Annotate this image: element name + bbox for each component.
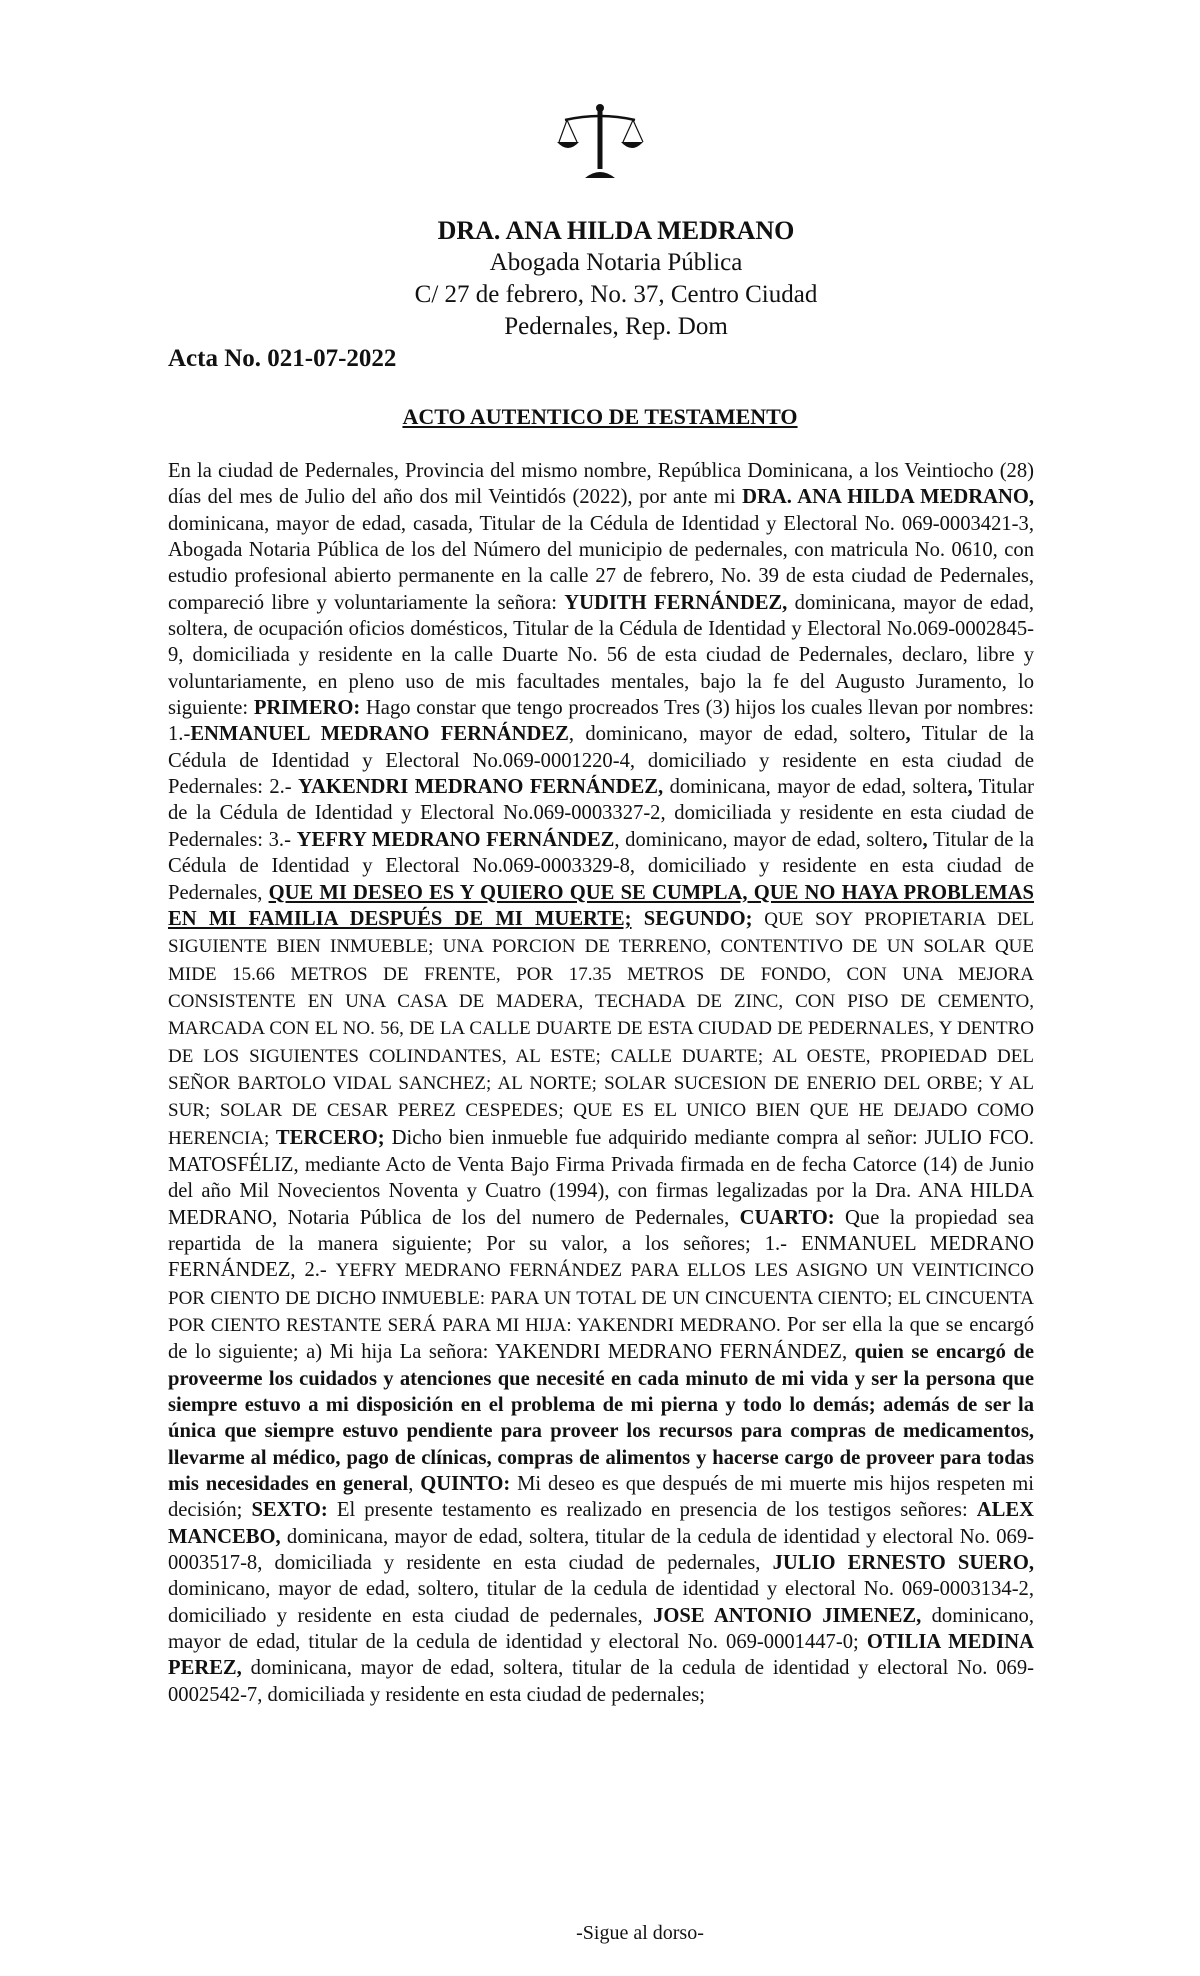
witness-name: OTILIA MEDINA PEREZ,: [168, 1631, 1034, 1680]
body-text: En la ciudad de Pedernales, Provincia del mismo nombre, República Dominicana, a los Veintiocho (28) días del mes de Julio del año dos mil Veintidós (2022), por ante mi: [168, 460, 1034, 509]
body-text: dominicana, mayor de edad, soltera: [663, 776, 968, 799]
bold-text: YAKENDRI MEDRANO FERNÁNDEZ,: [298, 776, 664, 799]
caps-text: QUE SOY PROPIETARIA DEL SIGUIENTE BIEN INMUEBLE; UNA PORCION DE TERRENO, CONTENTIVO DE UN SOLAR QUE MIDE 15.66 METROS DE FRENTE, POR 17.35 METROS DE FONDO, CON UNA MEJORA CONSISTENTE EN UNA CASA DE MADERA, TECHADA DE ZINC, CON PISO DE CEMENTO, MARCADA CON EL NO. 56, DE LA CALLE DUARTE DE ESTA CIUDAD DE PEDERNALES, Y DENTRO DE LOS SIGUIENTES COLINDANTES, AL ESTE; CALLE DUARTE; AL OESTE, PROPIEDAD DEL SEÑOR BARTOLO VIDAL SANCHEZ; AL NORTE; SOLAR SUCESION DE ENERIO DEL ORBE; Y AL SUR; SOLAR DE CESAR PEREZ CESPEDES; QUE ES EL UNICO BIEN QUE HE DEJADO COMO HERENCIA;: [168, 908, 1034, 1149]
notary-title: Abogada Notaria Pública: [489, 249, 743, 276]
clause-label: SEGUNDO;: [643, 907, 753, 930]
body-text: dominicano, mayor de edad, titular de la cedula de identidad y electoral No. 069-0001447-0;: [168, 1604, 1034, 1654]
clause-label: QUINTO:: [420, 1473, 511, 1496]
underlined-wish: QUE MI DESEO ES Y QUIERO QUE SE CUMPLA, QUE NO HAYA PROBLEMAS EN MI FAMILIA DESPUÉS DE MI MUERTE;: [168, 881, 1035, 930]
testament-paragraph: [168, 458, 1034, 1708]
notary-name: DRA. ANA HILDA MEDRANO: [437, 216, 795, 245]
body-text: , dominicano, mayor de edad, soltero: [614, 828, 923, 851]
witness-name: ALEX MANCEBO,: [168, 1499, 1034, 1548]
bold-text: ENMANUEL MEDRANO FERNÁNDEZ: [190, 723, 569, 746]
body-text: dominicana, mayor de edad, soltera, titular de la cedula de identidad y electoral No. 069-0003517-8, domiciliada y residente en esta ciudad de pedernales,: [168, 1525, 1034, 1575]
body-text: dominicana, mayor de edad, soltera, de ocupación oficios domésticos, Titular de la Cédula de Identidad y Electoral No.069-0002845-9, domiciliada y residente en la calle Duarte No. 56 de esta ciudad de Pedernales, declaro, libre y voluntariamente, en pleno uso de mis facultades mentales, bajo la fe del Augusto Juramento, lo siguiente:: [168, 591, 1034, 720]
body-text: Que la propiedad sea repartida de la manera siguiente; Por su valor, a los señores; 1.- ENMANUEL MEDRANO FERNÁNDEZ, 2.-: [168, 1206, 1035, 1282]
bold-text: quien se encargó de proveerme los cuidados y atenciones que necesité en cada minuto de mi vida y ser la persona que siempre estuvo a mi disposición en el problema de mi pierna y todo lo demás; además de ser la única que siempre estuvo pendiente para proveer los recursos para compras de medicamentos, llevarme al médico, pago de clínicas, compras de alimentos y hacerse cargo de proveer para todas mis necesidades en general: [168, 1341, 1034, 1496]
clause-label: CUARTO:: [739, 1206, 835, 1229]
body-text: , dominicano, mayor de edad, soltero: [568, 723, 906, 746]
bold-text: ,: [905, 723, 911, 746]
clause-label: PRIMERO:: [253, 697, 361, 720]
acta-number: Acta No. 021-07-2022: [168, 345, 397, 372]
body-text: Titular de la Cédula de Identidad y Electoral No.069-0001220-4, domiciliado y residente en esta ciudad de Pedernales: 2.-: [168, 723, 1034, 799]
bold-text: ,: [967, 776, 973, 799]
body-text: Hago constar que tengo procreados Tres (3) hijos los cuales llevan por nombres: 1.-: [168, 697, 1034, 746]
body-text: dominicana, mayor de edad, soltera, titular de la cedula de identidad y electoral No. 069-0002542-7, domiciliada y residente en esta ciudad de pedernales;: [168, 1657, 1034, 1706]
bold-text: YEFRY MEDRANO FERNÁNDEZ: [296, 828, 615, 851]
clause-label: SEXTO:: [251, 1499, 328, 1522]
body-text: [632, 908, 644, 930]
clause-label: TERCERO;: [275, 1126, 385, 1149]
notary-header: [0, 215, 1200, 343]
body-text: ,: [408, 1473, 421, 1496]
body-text: Mi deseo es que después de mi muerte mis hijos respeten mi decisión;: [168, 1473, 1034, 1522]
document-body: [168, 458, 1034, 1708]
witness-name: JOSE ANTONIO JIMENEZ,: [653, 1604, 922, 1627]
body-text: Titular de la Cédula de Identidad y Electoral No.069-0003329-8, domiciliado y residente en esta ciudad de Pedernales,: [168, 828, 1034, 904]
bold-text: DRA. ANA HILDA MEDRANO,: [742, 486, 1034, 509]
body-text: Por ser ella la que se encargó de lo siguiente; a) Mi hija La señora: YAKENDRI MEDRANO FERNÁNDEZ,: [168, 1314, 1034, 1364]
notary-address-line-2: Pedernales, Rep. Dom: [504, 313, 728, 340]
document-title: ACTO AUTENTICO DE TESTAMENTO: [402, 404, 798, 429]
bold-text: YUDITH FERNÁNDEZ,: [564, 591, 788, 614]
scales-of-justice-icon: [555, 102, 645, 182]
body-text: dominicana, mayor de edad, casada, Titular de la Cédula de Identidad y Electoral No. 069-0003421-3, Abogada Notaria Pública de los del Número del municipio de pedernales, con matricula No. 0610, con estudio profesional abierto permanente en la calle 27 de febrero, No. 39 de esta ciudad de Pedernales, compareció libre y voluntariamente la señora:: [168, 512, 1034, 614]
body-text: Titular de la Cédula de Identidad y Electoral No.069-0003327-2, domiciliada y residente en esta ciudad de Pedernales: 3.-: [168, 776, 1034, 851]
body-text: Dicho bien inmueble fue adquirido mediante compra al señor: JULIO FCO. MATOSFÉLIZ, mediante Acto de Venta Bajo Firma Privada firmada en de fecha Catorce (14) de Junio del año Mil Novecientos Noventa y Cuatro (1994), con firmas legalizadas por la Dra. ANA HILDA MEDRANO, Notaria Pública de los del numero de Pedernales,: [168, 1126, 1034, 1229]
continue-note: -Sigue al dorso-: [576, 1922, 704, 1944]
caps-text: YEFRY MEDRANO FERNÁNDEZ PARA ELLOS LES ASIGNO UN VEINTICINCO POR CIENTO DE DICHO INMUEBLE: PARA UN TOTAL DE UN CINCUENTA CIENTO; EL CINCUENTA POR CIENTO RESTANTE SERÁ PARA MI HIJA: YAKENDRI MEDRANO.: [168, 1260, 1034, 1336]
body-text: dominicano, mayor de edad, soltero, titular de la cedula de identidad y electoral No. 069-0003134-2, domiciliado y residente en esta ciudad de pedernales,: [168, 1578, 1034, 1627]
witness-name: JULIO ERNESTO SUERO,: [772, 1552, 1034, 1575]
body-text: El presente testamento es realizado en presencia de los testigos señores:: [327, 1499, 977, 1522]
notary-address-line-1: C/ 27 de febrero, No. 37, Centro Ciudad: [414, 281, 818, 308]
bold-text: ,: [922, 828, 928, 851]
